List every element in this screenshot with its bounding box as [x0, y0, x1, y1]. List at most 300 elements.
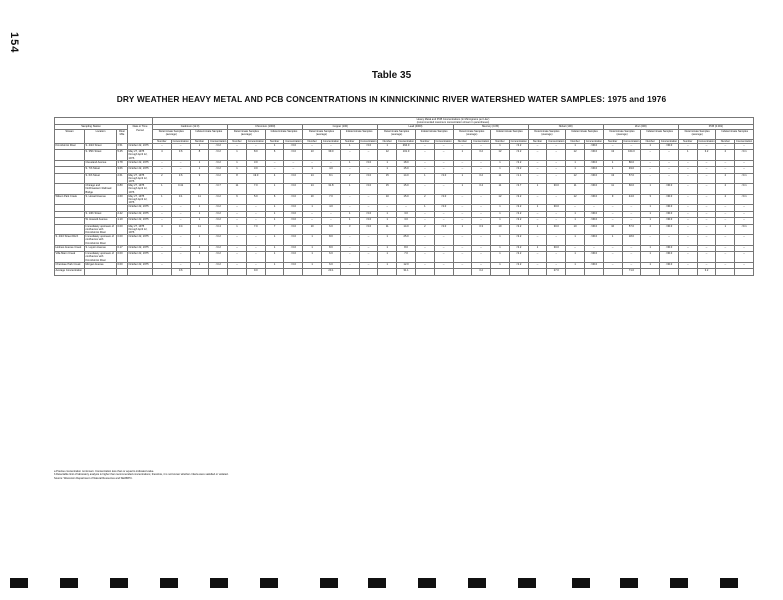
value-cell: -- [622, 205, 641, 211]
indeterminate-samples-header: Indeterminate Samples [340, 129, 378, 139]
value-cell [415, 269, 434, 275]
value-cell: 1 [303, 252, 322, 263]
value-cell: -- [359, 150, 378, 161]
value-cell: -- [246, 252, 265, 263]
value-cell: 10 [566, 224, 585, 235]
value-cell: <3.2 [509, 150, 528, 161]
value-cell: 104.0 [622, 150, 641, 161]
value-cell: 11 [378, 224, 397, 235]
value-cell: 1 [566, 252, 585, 263]
value-cell: -- [171, 245, 190, 251]
stream-cell: Holmes Avenue Creek [55, 245, 85, 251]
value-cell: -- [340, 252, 359, 263]
value-cell: 3.6 [171, 173, 190, 184]
value-cell: -- [228, 262, 247, 268]
metal-header: Copper (100) [303, 125, 378, 129]
location-cell: S. 6th Street [85, 173, 117, 184]
value-cell: -- [735, 160, 754, 166]
value-cell: 1 [303, 167, 322, 173]
value-cell: -- [415, 235, 434, 246]
value-cell: -- [303, 143, 322, 149]
date-cell [128, 269, 153, 275]
value-cell: 1 [265, 143, 284, 149]
metal-header: Lead (4000) [378, 125, 453, 129]
stream-header: Stream [55, 129, 85, 143]
value-cell: -- [547, 173, 566, 184]
determinate-samples-header: Determinate Samples (average) [303, 129, 341, 139]
value-cell: -- [528, 252, 547, 263]
value-cell: -- [322, 160, 341, 166]
value-cell: 6.0 [322, 252, 341, 263]
value-cell: 2 [415, 224, 434, 235]
value-cell: 1 [228, 224, 247, 235]
value-cell: <3.2 [509, 211, 528, 217]
value-cell: 15 [378, 173, 397, 184]
value-cell: 1 [491, 262, 510, 268]
registration-mark [418, 578, 436, 588]
value-cell: 12 [566, 173, 585, 184]
value-cell: 9.0 [246, 269, 265, 275]
stream-cell: S. 43rd Street Ditch [55, 235, 85, 246]
stream-cell: Average Concentration [55, 269, 85, 275]
value-cell: -- [415, 150, 434, 161]
value-cell: 6 [265, 150, 284, 161]
location-cell: Cleveland Avenue [85, 160, 117, 166]
number-header: Number [453, 139, 472, 143]
value-cell: 4.0 [322, 167, 341, 173]
value-cell: 0.41 [171, 184, 190, 195]
value-cell: -- [415, 184, 434, 195]
value-cell: -- [678, 173, 697, 184]
value-cell [735, 269, 754, 275]
value-cell: 0.3 [472, 224, 491, 235]
value-cell: -- [359, 252, 378, 263]
river-mile-cell: 0.00 [117, 252, 128, 263]
value-cell: 6 [228, 194, 247, 205]
value-cell: 3.0 [397, 218, 416, 224]
value-cell: 12 [378, 150, 397, 161]
value-cell [660, 269, 679, 275]
value-cell: -- [340, 235, 359, 246]
value-cell: 25.0 [397, 235, 416, 246]
value-cell: -- [678, 252, 697, 263]
value-cell: 8 [228, 173, 247, 184]
determinate-samples-header: Determinate Samples (average) [678, 129, 716, 139]
value-cell: -- [528, 150, 547, 161]
value-cell: 4.0 [322, 205, 341, 211]
value-cell: -- [228, 245, 247, 251]
value-cell: 57.0 [622, 173, 641, 184]
concentration-header: Concentration [322, 139, 339, 143]
value-cell: <3.2 [209, 218, 228, 224]
value-cell: 1 [641, 252, 660, 263]
date-cell: October 22, 1975 [128, 262, 153, 268]
value-cell: -- [472, 218, 491, 224]
value-cell: -- [359, 194, 378, 205]
value-cell: <30.0 [584, 173, 603, 184]
value-cell [453, 269, 472, 275]
value-cell: -- [528, 143, 547, 149]
number-header: Number [641, 139, 660, 143]
value-cell: -- [472, 235, 491, 246]
river-mile-cell: 5.45 [117, 150, 128, 161]
value-cell: 1 [491, 160, 510, 166]
value-cell: -- [678, 262, 697, 268]
value-cell: 4 [641, 224, 660, 235]
value-cell: -- [547, 235, 566, 246]
river-mile-cell: 2.61 [117, 173, 128, 184]
location-cell: Morgan Avenue [85, 262, 117, 268]
value-cell: <3.2 [209, 143, 228, 149]
value-cell: 44.0 [622, 194, 641, 205]
river-mile-cell: 0.00 [117, 224, 128, 235]
value-cell: -- [584, 245, 603, 251]
value-cell: 3.2 [697, 269, 716, 275]
value-cell: -- [171, 167, 190, 173]
value-cell: -- [171, 211, 190, 217]
value-cell: -- [622, 262, 641, 268]
river-mile-cell: 0.00 [117, 262, 128, 268]
value-cell: 9 [190, 173, 209, 184]
value-cell [678, 269, 697, 275]
value-cell: <30.0 [584, 224, 603, 235]
value-cell: -- [641, 167, 660, 173]
determinate-samples-header: Determinate Samples (average) [228, 129, 266, 139]
value-cell: -- [735, 235, 754, 246]
value-cell: 10 [491, 224, 510, 235]
value-cell: <30.0 [660, 252, 679, 263]
value-cell: 1 [265, 252, 284, 263]
value-cell: 1 [190, 143, 209, 149]
value-cell: -- [153, 218, 172, 224]
value-cell: <30.0 [584, 167, 603, 173]
value-cell: -- [641, 150, 660, 161]
value-cell: -- [622, 245, 641, 251]
table-row [55, 194, 754, 205]
registration-mark [210, 578, 228, 588]
value-cell: -- [528, 173, 547, 184]
location-header: Location [85, 129, 117, 143]
value-cell: -- [472, 167, 491, 173]
river-mile-cell: 1.10 [117, 218, 128, 224]
value-cell: 1 [190, 235, 209, 246]
value-cell: -- [246, 211, 265, 217]
value-cell: 1 [265, 245, 284, 251]
value-cell: 13 [603, 173, 622, 184]
value-cell: 1 [265, 235, 284, 246]
value-cell: -- [284, 167, 303, 173]
value-cell: <3.2 [509, 143, 528, 149]
value-cell: -- [603, 245, 622, 251]
value-cell: -- [153, 262, 172, 268]
value-cell: -- [735, 143, 754, 149]
value-cell: -- [415, 218, 434, 224]
value-cell: -- [678, 245, 697, 251]
location-cell [85, 269, 117, 275]
value-cell: 1 [190, 245, 209, 251]
value-cell: -- [359, 235, 378, 246]
value-cell: 12 [566, 194, 585, 205]
value-cell: 1 [190, 252, 209, 263]
value-cell: -- [246, 143, 265, 149]
value-cell: -- [434, 150, 453, 161]
value-cell: -- [434, 167, 453, 173]
value-cell: -- [528, 235, 547, 246]
value-cell: -- [697, 218, 716, 224]
value-cell: -- [171, 262, 190, 268]
value-cell: 15.0 [397, 167, 416, 173]
value-cell: <30.0 [660, 211, 679, 217]
value-cell: 1 [378, 245, 397, 251]
concentration-header: Concentration [623, 139, 640, 143]
value-cell [190, 269, 209, 275]
value-cell: -- [153, 235, 172, 246]
value-cell: 1 [491, 245, 510, 251]
value-cell: <3.0 [359, 224, 378, 235]
value-cell: 1 [228, 150, 247, 161]
concentration-header: Concentration [510, 139, 527, 143]
header-top: Heavy Metal and PCB Concentrations (in Micrograms per Liter) (recommended maximum concentration shown in parentheses) [153, 118, 754, 125]
value-cell: 1 [566, 143, 585, 149]
value-cell: <3.0 [359, 143, 378, 149]
value-cell: <3.0 [284, 235, 303, 246]
value-cell: 0.4 [171, 224, 190, 235]
value-cell: 7.0 [397, 252, 416, 263]
river-mile-cell: 3.66 [117, 167, 128, 173]
value-cell: <3.0 [434, 205, 453, 211]
value-cell: -- [697, 160, 716, 166]
value-cell: -- [678, 218, 697, 224]
concentration-header: Concentration [360, 139, 377, 143]
value-cell [716, 269, 735, 275]
value-cell: -- [359, 262, 378, 268]
value-cell: -- [622, 218, 641, 224]
value-cell: 4 [153, 224, 172, 235]
value-cell: 11 [603, 184, 622, 195]
value-cell: 9 [603, 194, 622, 205]
stream-cell [55, 150, 85, 161]
value-cell: 1 [378, 211, 397, 217]
value-cell: -- [603, 252, 622, 263]
location-cell: Immediately upstream of confluence with Kinnickinnic River [85, 235, 117, 246]
value-cell: -- [660, 167, 679, 173]
value-cell: 1 [228, 160, 247, 166]
river-mile-cell: 3.78 [117, 160, 128, 166]
value-cell: -- [153, 143, 172, 149]
value-cell: 1 [491, 218, 510, 224]
value-cell: 39.0 [322, 150, 341, 161]
value-cell: -- [472, 262, 491, 268]
value-cell: <3.2 [509, 245, 528, 251]
value-cell: -- [660, 173, 679, 184]
value-cell: -- [472, 143, 491, 149]
value-cell: <3.0 [284, 218, 303, 224]
date-cell: May 27, 1975 through April 12, 1976 [128, 184, 153, 195]
determinate-samples-header: Determinate Samples (average) [528, 129, 566, 139]
value-cell: 3.0 [246, 167, 265, 173]
registration-mark [260, 578, 278, 588]
value-cell: -- [246, 205, 265, 211]
value-cell: 1 [265, 262, 284, 268]
value-cell: 6.0 [322, 224, 341, 235]
value-cell: <3.0 [284, 173, 303, 184]
value-cell [603, 269, 622, 275]
date-cell: October 22, 1975 [128, 218, 153, 224]
value-cell: -- [153, 160, 172, 166]
river-mile-cell: 2.42 [117, 211, 128, 217]
value-cell: -- [716, 218, 735, 224]
stream-cell: Wilson Park Creek [55, 194, 85, 205]
value-cell: -- [547, 211, 566, 217]
value-cell [528, 269, 547, 275]
value-cell [641, 269, 660, 275]
value-cell: -- [453, 143, 472, 149]
value-cell: 1 [641, 262, 660, 268]
value-cell: -- [641, 173, 660, 184]
value-cell: <3.0 [284, 205, 303, 211]
value-cell: -- [359, 167, 378, 173]
location-cell: S. 35th Street [85, 150, 117, 161]
value-cell: <3.0 [284, 184, 303, 195]
table-row [55, 173, 754, 184]
metal-header: Mercury (0.05) [453, 125, 528, 129]
value-cell: <30.0 [660, 245, 679, 251]
value-cell: <30.0 [660, 224, 679, 235]
registration-mark [160, 578, 178, 588]
value-cell [491, 269, 510, 275]
river-mile-cell: 0.00 [117, 235, 128, 246]
date-cell: May 27, 1975 through April 12, 1976 [128, 173, 153, 184]
value-cell: <3.2 [509, 205, 528, 211]
registration-mark [720, 578, 738, 588]
value-cell: 2 [716, 184, 735, 195]
value-cell: -- [697, 252, 716, 263]
value-cell: 5.0 [246, 194, 265, 205]
value-cell: -- [547, 252, 566, 263]
value-cell: <3.2 [509, 235, 528, 246]
table-row [55, 184, 754, 195]
value-cell: <0.1 [735, 194, 754, 205]
value-cell: 8 [190, 150, 209, 161]
value-cell: -- [697, 245, 716, 251]
date-cell: May 27, 1975 through April 12, 1976 [128, 150, 153, 161]
value-cell: <3.2 [209, 194, 228, 205]
value-cell: -- [528, 167, 547, 173]
value-cell: -- [340, 167, 359, 173]
value-cell: -- [566, 245, 585, 251]
value-cell: 10 [303, 224, 322, 235]
value-cell: <3.2 [209, 252, 228, 263]
value-cell: -- [472, 205, 491, 211]
value-cell [153, 269, 172, 275]
value-cell: 31.1 [397, 269, 416, 275]
value-cell: -- [716, 205, 735, 211]
value-cell: 1 [528, 184, 547, 195]
value-cell: <30.0 [584, 194, 603, 205]
value-cell: <3.2 [509, 262, 528, 268]
value-cell: -- [415, 262, 434, 268]
value-cell [303, 269, 322, 275]
value-cell: -- [153, 245, 172, 251]
value-cell: -- [434, 184, 453, 195]
concentration-header: Concentration [585, 139, 602, 143]
value-cell: -- [716, 252, 735, 263]
concentration-header: Concentration [397, 139, 415, 143]
value-cell: 14.0 [397, 173, 416, 184]
registration-mark [320, 578, 338, 588]
value-cell: -- [228, 143, 247, 149]
value-cell: -- [697, 194, 716, 205]
concentration-header: Concentration [172, 139, 189, 143]
value-cell: 14.0 [397, 224, 416, 235]
value-cell: 7.0 [246, 224, 265, 235]
value-cell: 10 [603, 224, 622, 235]
value-cell: 3 [340, 224, 359, 235]
value-cell: 15 [378, 184, 397, 195]
value-cell: <30.0 [660, 194, 679, 205]
value-cell: 1 [190, 211, 209, 217]
value-cell: 1 [190, 160, 209, 166]
value-cell: 1 [153, 194, 172, 205]
stream-cell [55, 184, 85, 195]
river-mile-cell [117, 269, 128, 275]
value-cell: 1 [491, 235, 510, 246]
location-cell: Immediately upstream of confluence with Kinnickinnic River [85, 224, 117, 235]
value-cell: <3.2 [509, 194, 528, 205]
value-cell: -- [265, 167, 284, 173]
value-cell: 1 [491, 211, 510, 217]
concentrations-table [54, 117, 754, 276]
value-cell: 11 [190, 224, 209, 235]
value-cell: -- [547, 194, 566, 205]
value-cell: -- [697, 224, 716, 235]
value-cell: 15.0 [397, 194, 416, 205]
value-cell: 11 [491, 173, 510, 184]
value-cell: -- [303, 160, 322, 166]
value-cell: 13 [603, 150, 622, 161]
value-cell: -- [434, 252, 453, 263]
value-cell: -- [472, 252, 491, 263]
value-cell: <1.1 [509, 173, 528, 184]
value-cell: -- [453, 194, 472, 205]
value-cell: 2 [415, 194, 434, 205]
value-cell: 18.0 [622, 235, 641, 246]
value-cell: 1 [491, 252, 510, 263]
value-cell: <3.2 [209, 167, 228, 173]
value-cell: 8.0 [246, 150, 265, 161]
value-cell: 1 [265, 184, 284, 195]
value-cell: <30.0 [660, 262, 679, 268]
date-cell: May 27, 1975 through April 12, 1976 [128, 224, 153, 235]
value-cell: 1 [603, 160, 622, 166]
value-cell: 8.0 [322, 235, 341, 246]
value-cell: <3.0 [284, 211, 303, 217]
number-header: Number [153, 139, 172, 143]
value-cell: <3.2 [209, 262, 228, 268]
value-cell: -- [228, 205, 247, 211]
river-mile-header: River Mile [117, 129, 128, 143]
value-cell: 2 [716, 173, 735, 184]
value-cell: -- [453, 245, 472, 251]
value-cell [340, 269, 359, 275]
concentration-header: Concentration [473, 139, 490, 143]
metal-header: Cadmium (12.0) [153, 125, 228, 129]
value-cell: -- [453, 235, 472, 246]
value-cell: <3.0 [359, 211, 378, 217]
value-cell: -- [228, 235, 247, 246]
value-cell: -- [547, 262, 566, 268]
metal-header: Chromium (1000) [228, 125, 303, 129]
